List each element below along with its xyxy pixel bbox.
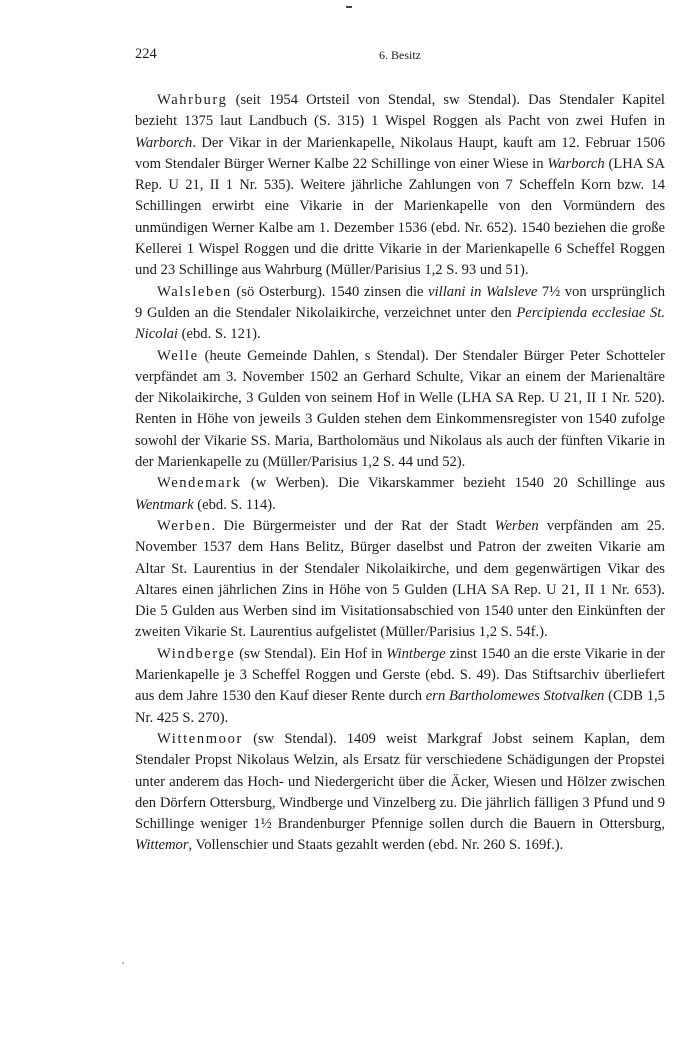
historical-name: villani in Walsleve <box>428 283 538 300</box>
entry-werben: Werben. Die Bürgermeister und der Rat der Stadt Werben verpfänden am 25. November 1537 dem Hans Belitz, Bürger daselbst und Patron der zweiten Vikarie am Altar St. Laurentius in der Stendaler Nikolaikirche, und dem gegenwärtigen Vikar des Altares einen jährlichen Zins in Höhe von 5 Gulden (LHA SA Rep. U 21, II 1 Nr. 653). Die 5 Gulden aus Werben sind im Visitationsabschied von 1540 unter den Einkünften der zweiten Vikarie St. Laurentius aufgelistet (Müller/Parisius 1,2 S. 54f.). <box>135 517 665 641</box>
entry-wahrburg: Wahrburg (seit 1954 Ortsteil von Stendal, sw Stendal). Das Stendaler Kapitel bezieht 1375 laut Landbuch (S. 315) 1 Wispel Roggen als Pacht von zwei Hufen in Warborch. Der Vikar in der Marienkapelle, Nikolaus Haupt, kauft am 12. Februar 1506 vom Stendaler Bürger Werner Kalbe 22 Schillinge von einer Wiese in Warborch (LHA SA Rep. U 21, II 1 Nr. 535). Weitere jährliche Zahlungen von 7 Scheffeln Korn bzw. 14 Schillingen erwirbt eine Vikarie in der Marienkapelle von den Vormündern des unmündigen Werner Kalbe am 1. Dezember 1536 (ebd. Nr. 652). 1540 beziehen die große Kellerei 1 Wispel Roggen und die dritte Vikarie in der Marienkapelle 6 Scheffel Roggen und 23 Schillinge aus Wahrburg (Müller/Parisius 1,2 S. 93 und 51). <box>135 92 666 279</box>
historical-name: Wintberge <box>386 645 446 662</box>
historical-name: Wittemor <box>135 837 189 854</box>
page-number: 224 <box>135 46 157 62</box>
entry-wendemark: Wendemark (w Werben). Die Vikarskammer bezieht 1540 20 Schillinge aus Wentmark (ebd. S. 114). <box>135 475 665 513</box>
place-name: Windberge <box>157 645 236 662</box>
historical-name: Warborch <box>547 155 605 172</box>
place-name: Wendemark <box>157 475 242 492</box>
page-header <box>135 46 665 68</box>
entry-walsleben: Walsleben (sö Osterburg). 1540 zinsen die villani in Walsleve 7½ von ursprünglich 9 Gulden an die Stendaler Nikolaikirche, verzeichnet unter den Percipienda ecclesiae St. Nicolai (ebd. S. 121). <box>135 283 665 343</box>
place-name: Welle <box>157 347 199 364</box>
entry-welle: Welle (heute Gemeinde Dahlen, s Stendal). Der Stendaler Bürger Peter Schotteler verpfändet am 3. November 1502 an Gerhard Schulte, Vikar an einem der Marienaltäre der Nikolaikirche, 3 Gulden von seinem Hof in Welle (LHA SA Rep. U 21, II 1 Nr. 520). Renten in Höhe von jeweils 3 Gulden stehen dem Einkommensregister von 1540 zufolge sowohl der Vikarie SS. Maria, Bartholomäus und Nikolaus als auch der fünften Vikarie in der Marienkapelle zu (Müller/Parisius 1,2 S. 44 und 52). <box>135 347 665 471</box>
historical-name: Werben <box>494 517 539 534</box>
historical-name: Warborch <box>135 134 193 151</box>
place-name: Walsleben <box>157 283 232 300</box>
historical-name: Wentmark <box>135 496 194 513</box>
place-name: Wahrburg <box>157 92 228 108</box>
running-head: 6. Besitz <box>379 48 421 62</box>
historical-name: Percipienda ecclesiae St. Nicolai <box>135 304 665 343</box>
text-body <box>135 90 665 857</box>
page-mark <box>346 6 352 8</box>
historical-name: ern Bartholomewes Stotvalken <box>425 688 605 705</box>
entry-windberge: Windberge (sw Stendal). Ein Hof in Wintberge zinst 1540 an die erste Vikarie in der Marienkapelle je 3 Scheffel Roggen und Gerste (ebd. S. 49). Das Stiftsarchiv überliefert aus dem Jahre 1530 den Kauf dieser Rente durch ern Bartholomewes Stotvalken (CDB 1,5 Nr. 425 S. 270). <box>135 645 665 726</box>
entry-wittenmoor: Wittenmoor (sw Stendal). 1409 weist Markgraf Jobst seinem Kaplan, dem Stendaler Propst Nikolaus Welzin, als Ersatz für verschiedene Schädigungen der Propstei unter anderem das Hoch- und Niedergericht über die Äcker, Wiesen und Hölzer zwischen den Dörfern Ottersburg, Windberge und Vinzelberg zu. Die jährlich fälligen 3 Pfund und 9 Schillinge weniger 1½ Brandenburger Pfennige sollen durch die Bauern in Ottersburg, Wittemor, Vollenschier und Staats gezahlt werden (ebd. Nr. 260 S. 169f.). <box>135 730 665 854</box>
place-name: Werben <box>157 517 212 534</box>
place-name: Wittenmoor <box>157 730 243 747</box>
page-speck <box>122 962 124 964</box>
